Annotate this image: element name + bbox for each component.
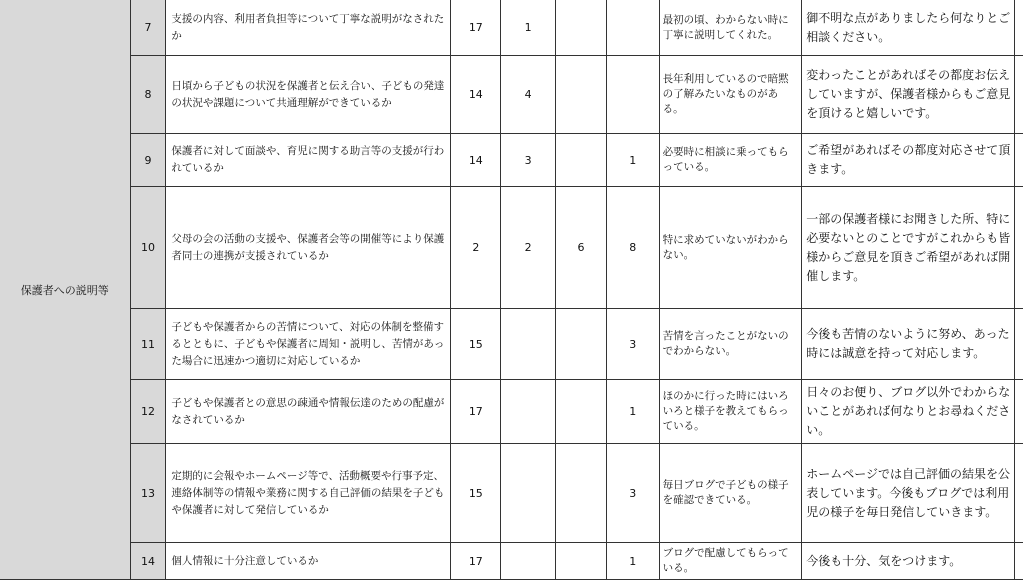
count-cell-2: 1 xyxy=(501,0,556,56)
facility-answer: 今後も苦情のないように努め、あった時には誠意を持って対応します。 xyxy=(802,309,1015,380)
facility-answer: 一部の保護者様にお聞きした所、特に必要ないとのことですがこれからも皆様からご意見を頂きご希望があれば開催します。 xyxy=(802,187,1015,309)
facility-answer: ご希望があればその都度対応させて頂きます。 xyxy=(802,134,1015,187)
count-cell-3 xyxy=(556,0,607,56)
parent-comment: 長年利用しているので暗黙の了解みたいなものがある。 xyxy=(659,56,802,134)
question-text: 父母の会の活動の支援や、保護者会等の開催等により保護者同士の連携が支援されているか xyxy=(166,187,451,309)
table-edge-cell xyxy=(1015,309,1023,380)
table-row xyxy=(0,543,1023,580)
table-row xyxy=(0,134,1023,187)
facility-answer: 御不明な点がありましたら何なりとご相談ください。 xyxy=(802,0,1015,56)
row-number: 9 xyxy=(130,134,166,187)
count-cell-2: 2 xyxy=(501,187,556,309)
count-cell-2 xyxy=(501,444,556,543)
parent-comment: 最初の頃、わからない時に丁寧に説明してくれた。 xyxy=(659,0,802,56)
parent-comment: 苦情を言ったことがないのでわからない。 xyxy=(659,309,802,380)
table-edge-cell xyxy=(1015,134,1023,187)
question-text: 支援の内容、利用者負担等について丁寧な説明がなされたか xyxy=(166,0,451,56)
count-cell-1: 2 xyxy=(451,187,501,309)
question-text: 子どもや保護者との意思の疎通や情報伝達のための配慮がなされているか xyxy=(166,380,451,444)
count-cell-3 xyxy=(556,134,607,187)
row-number: 12 xyxy=(130,380,166,444)
question-text: 定期的に会報やホームページ等で、活動概要や行事予定、連絡体制等の情報や業務に関する自己評価の結果を子どもや保護者に対して発信しているか xyxy=(166,444,451,543)
question-text: 個人情報に十分注意しているか xyxy=(166,543,451,580)
parent-comment: 必要時に相談に乗ってもらっている。 xyxy=(659,134,802,187)
count-cell-1: 17 xyxy=(451,380,501,444)
count-cell-1: 17 xyxy=(451,543,501,580)
count-cell-4: 1 xyxy=(606,543,659,580)
count-cell-3 xyxy=(556,309,607,380)
question-text: 日頃から子どもの状況を保護者と伝え合い、子どもの発達の状況や課題について共通理解ができているか xyxy=(166,56,451,134)
count-cell-1: 17 xyxy=(451,0,501,56)
facility-answer: 変わったことがあればその都度お伝えしていますが、保護者様からもご意見を頂けると嬉しいです。 xyxy=(802,56,1015,134)
category-label: 保護者への説明等 xyxy=(0,0,130,580)
table-edge-cell xyxy=(1015,187,1023,309)
parent-comment: ほのかに行った時にはいろいろと様子を教えてもらっている。 xyxy=(659,380,802,444)
count-cell-4: 1 xyxy=(606,134,659,187)
count-cell-3 xyxy=(556,543,607,580)
question-text: 保護者に対して面談や、育児に関する助言等の支援が行われているか xyxy=(166,134,451,187)
table-edge-cell xyxy=(1015,56,1023,134)
question-text: 子どもや保護者からの苦情について、対応の体制を整備するとともに、子どもや保護者に周知・説明し、苦情があった場合に迅速かつ適切に対応しているか xyxy=(166,309,451,380)
row-number: 11 xyxy=(130,309,166,380)
count-cell-4 xyxy=(606,56,659,134)
count-cell-1: 14 xyxy=(451,56,501,134)
table-edge-cell xyxy=(1015,0,1023,56)
row-number: 10 xyxy=(130,187,166,309)
facility-answer: 今後も十分、気をつけます。 xyxy=(802,543,1015,580)
table-edge-cell xyxy=(1015,543,1023,580)
parent-comment: 毎日ブログで子どもの様子を確認できている。 xyxy=(659,444,802,543)
count-cell-3 xyxy=(556,444,607,543)
count-cell-3: 6 xyxy=(556,187,607,309)
table-row xyxy=(0,309,1023,380)
count-cell-2 xyxy=(501,309,556,380)
count-cell-2 xyxy=(501,380,556,444)
count-cell-4: 3 xyxy=(606,444,659,543)
table-edge-cell xyxy=(1015,444,1023,543)
facility-answer: 日々のお便り、ブログ以外でわからないことがあれば何なりとお尋ねください。 xyxy=(802,380,1015,444)
facility-answer: ホームページでは自己評価の結果を公表しています。今後もブログでは利用児の様子を毎日発信していきます。 xyxy=(802,444,1015,543)
row-number: 14 xyxy=(130,543,166,580)
count-cell-4: 1 xyxy=(606,380,659,444)
count-cell-1: 14 xyxy=(451,134,501,187)
count-cell-2: 4 xyxy=(501,56,556,134)
count-cell-1: 15 xyxy=(451,444,501,543)
count-cell-4: 3 xyxy=(606,309,659,380)
count-cell-1: 15 xyxy=(451,309,501,380)
count-cell-3 xyxy=(556,56,607,134)
parent-comment: ブログで配慮してもらっている。 xyxy=(659,543,802,580)
count-cell-3 xyxy=(556,380,607,444)
row-number: 7 xyxy=(130,0,166,56)
table-row xyxy=(0,56,1023,134)
count-cell-4: 8 xyxy=(606,187,659,309)
table-row xyxy=(0,0,1023,56)
row-number: 8 xyxy=(130,56,166,134)
table-row xyxy=(0,444,1023,543)
count-cell-4 xyxy=(606,0,659,56)
count-cell-2 xyxy=(501,543,556,580)
table-edge-cell xyxy=(1015,380,1023,444)
table-row xyxy=(0,380,1023,444)
parent-comment: 特に求めていないがわからない。 xyxy=(659,187,802,309)
table-row xyxy=(0,187,1023,309)
count-cell-2: 3 xyxy=(501,134,556,187)
row-number: 13 xyxy=(130,444,166,543)
